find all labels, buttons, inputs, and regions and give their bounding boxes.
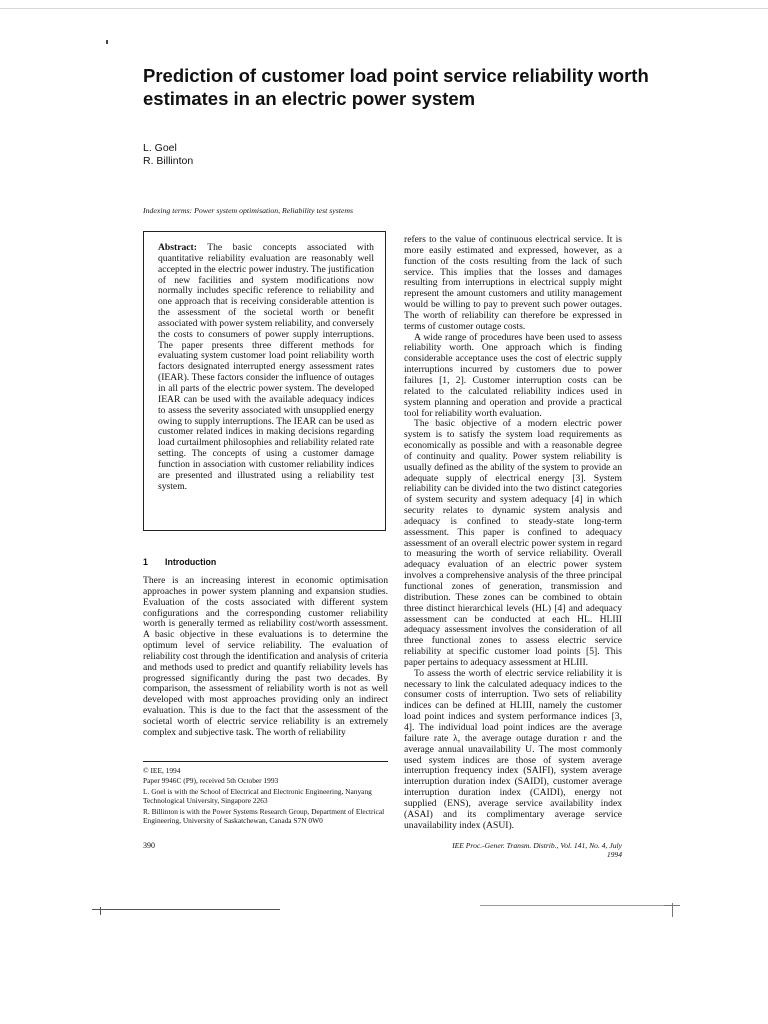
copyright-note: © IEE, 1994 [143,766,181,775]
page-number: 390 [143,841,155,850]
running-footer: IEE Proc.-Gener. Transm. Distrib., Vol. 141, No. 4, July 1994 [452,841,622,859]
footnotes [143,766,388,826]
body-paragraph: refers to the value of continuous electrical service. It is more easily estimated and expressed, however, as a function of the costs resulting from the lack of such service. This implies that the losses and damages resulting from interruptions in electrical supply might represent the amount customers and utility management would be willing to pay to prevent such power outages. The worth of reliability can therefore be expressed in terms of customer outage costs. [404,234,622,332]
footnote-divider [143,761,388,762]
crop-mark [100,907,101,915]
body-paragraph: To assess the worth of electric service reliability it is necessary to link the calculated adequacy indices to the consumer costs of interruption. Two sets of reliability indices can be defined at HLIII, namely the customer load point indices and system performance indices [3, 4]. The individual load point indices are the average failure rate λ, the average outage duration r and the average annual unavailability U. The most commonly used system indices are those of system average interruption frequency index (SAIFI), system average interruption duration index (SAIDI), customer average interruption duration index (CAIDI), energy not supplied (ENS), average service availability index (ASAI) and its complimentary average service unavailability index (ASUI). [404,667,622,831]
body-paragraph: A wide range of procedures have been used to assess reliability worth. One approach which is finding considerable acceptance uses the cost of electric supply interruptions incurred by customers due to power failures [1, 2]. Customer interruption costs can be related to the calculated reliability indices used in system planning and operation and provide a practical tool for reliability worth evaluation. [404,331,622,419]
right-column [404,235,622,831]
received-note: Paper 9946C (P9), received 5th October 1993 [143,776,279,786]
abstract [158,243,374,492]
abstract-body: The basic concepts associated with quantitative reliability evaluation are reasonably well accepted in the electric power industry. The justification of new facilities and system modifications now normally includes specific reference to reliability and one approach that is receiving considerable attention is the assessment of the societal worth or benefit associated with power system reliability, and conversely the costs to consumers of power supply interruptions. The paper presents three different methods for evaluating system customer load point reliability worth factors designated interrupted energy assessment rates (IEAR). These factors consider the influence of outages in all parts of the electric power system. The developed IEAR can be used with the available adequacy indices to assess the severity associated with unsupplied energy owing to supply interruptions. The IEAR can be used as customer related indices in making decisions regarding load curtailment philosophies and reliability related rate setting. The concepts of using a customer damage function in association with customer reliability indices are presented and illustrated using a reliability test system. [158,242,374,492]
scan-crop-line [480,905,678,906]
section-number: 1 [143,557,148,567]
affiliation-note: L. Goel is with the School of Electrical and Electronic Engineering, Nanyang Technological University, Singapore 2263 [143,786,372,806]
indexing-terms: Indexing terms: Power system optimisation, Reliability test systems [143,206,354,215]
intro-paragraph: There is an increasing interest in economic optimisation approaches in power system planning and expansion studies. Evaluation of the costs associated with different system configurations and the corresponding customer reliability worth is generally termed as reliability cost/worth assessment. A basic objective in these evaluations is to determine the optimum level of service reliability. The evaluation of reliability cost through the identification and analysis of criteria and methods used to predict and quantify reliability levels has progressed significantly during the past two decades. By comparison, the assessment of reliability worth is not as well developed with most approaches providing only an indirect evaluation. This is due to the fact that the assessment of the societal worth of electric service reliability is an extremely complex and subjective task. The worth of reliability [143,575,388,738]
author-name: L. Goel [143,142,177,154]
section-heading [143,557,216,567]
scan-edge-line [0,8,768,9]
author-list [143,142,193,168]
paper-title: Prediction of customer load point service reliability worth estimates in an electric power system [143,65,649,109]
scan-speck [106,40,108,44]
author-name: R. Billinton [143,155,194,167]
section-title: Introduction [165,557,217,567]
crop-mark [664,905,680,906]
affiliation-note: R. Billinton is with the Power Systems Research Group, Department of Electrical Engineering, University of Saskatchewan, Canada S7N 0W0 [143,806,385,826]
body-paragraph: The basic objective of a modern electric power system is to satisfy the system load requirements as economically as possible and with a reasonable degree of continuity and quality. Power system reliability is usually defined as the ability of the system to provide an adequate supply of electrical energy [3]. System reliability can be divided into the two distinct categories of system security and system adequacy [4] in which security relates to dynamic system analysis and adequacy is confined to steady-state long-term assessment. This paper is confined to adequacy assessment of an overall electric power system in regard to measuring the worth of service reliability. Overall adequacy evaluation of an electric power system involves a comprehensive analysis of the three principal functional zones of generation, transmission and distribution. These zones can be combined to obtain three distinct hierarchical levels (HL) [4] and adequacy assessment can be conducted at each HL. HLIII adequacy assessment involves the consideration of all three functional zones to assess electric service reliability at specific customer load points [5]. This paper pertains to adequacy assessment at HLIII. [404,418,622,668]
abstract-label: Abstract: [158,242,197,253]
scan-crop-line [92,909,280,910]
